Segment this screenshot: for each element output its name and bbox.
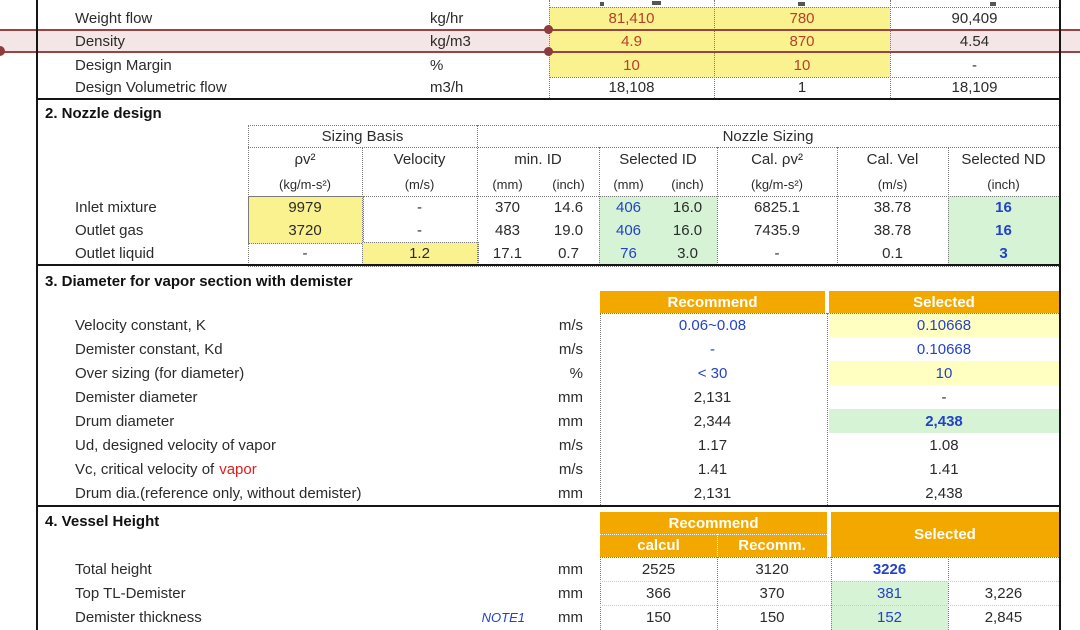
unit-label: kg/hr (430, 10, 464, 27)
row-label: Demister diameter (75, 388, 198, 406)
selected-value[interactable]: 381 (876, 584, 903, 602)
row-label: Design Margin (75, 56, 172, 74)
value-cell[interactable]: 16 (995, 199, 1012, 216)
note-reference: NOTE1 (481, 609, 525, 625)
unit-header: (mm) (613, 176, 644, 192)
value-cell[interactable]: 780 (789, 10, 815, 27)
recomm-value[interactable]: 150 (759, 608, 785, 626)
recommend-value[interactable]: 2,344 (693, 412, 732, 430)
unit-label: mm (558, 484, 583, 502)
recommend-value[interactable]: 2,131 (693, 484, 732, 502)
row-label: Outlet gas (75, 222, 144, 239)
row-label: Demister constant, Kd (75, 340, 223, 358)
value-cell[interactable]: 0.7 (558, 245, 579, 262)
value-cell[interactable]: 406 (615, 222, 642, 239)
unit-label: m/s (558, 460, 583, 478)
calcul-value[interactable]: 2525 (641, 560, 676, 578)
column-header: Recommend (667, 293, 758, 311)
recommend-value[interactable]: 0.06~0.08 (678, 316, 747, 334)
sheet-right-border (1059, 0, 1061, 630)
value-cell[interactable]: 38.78 (873, 222, 912, 239)
column-header: Cal. Vel (866, 151, 919, 168)
selected-value-2[interactable]: 3,226 (984, 584, 1023, 602)
value-cell[interactable]: 90,409 (951, 10, 998, 27)
unit-label: m/s (558, 316, 583, 334)
column-header: Selected ID (619, 151, 697, 168)
unit-header: (inch) (671, 176, 704, 192)
recommend-value[interactable]: - (710, 340, 715, 358)
selected-value[interactable]: 0.10668 (916, 340, 972, 358)
unit-header: (mm) (492, 176, 523, 192)
recomm-value[interactable]: 370 (759, 584, 785, 602)
value-cell[interactable]: 14.6 (553, 199, 584, 216)
recommend-value[interactable]: < 30 (697, 364, 728, 382)
unit-header: (kg/m-s²) (751, 176, 803, 192)
unit-label: % (569, 364, 583, 382)
value-cell[interactable]: 18,108 (608, 79, 655, 96)
selected-value[interactable]: - (941, 388, 947, 406)
unit-label: mm (558, 560, 583, 578)
calcul-value[interactable]: 150 (645, 608, 672, 626)
row-label: Outlet liquid (75, 245, 155, 262)
unit-label: kg/m3 (430, 32, 471, 50)
section-title: 2. Nozzle design (45, 104, 162, 122)
row-label: Velocity constant, K (75, 316, 206, 334)
row-label-text: Vc, critical velocity of (75, 460, 215, 478)
selected-value-2[interactable] (948, 557, 1059, 581)
unit-label: mm (558, 412, 583, 430)
recomm-value[interactable]: 3120 (755, 560, 789, 578)
unit-label: m3/h (430, 79, 464, 96)
selected-value[interactable]: 152 (876, 608, 903, 626)
selected-value[interactable]: 0.10668 (916, 316, 972, 334)
value-cell[interactable]: 16.0 (672, 199, 703, 216)
value-cell[interactable]: 7435.9 (754, 222, 800, 239)
row-label: Ud, designed velocity of vapor (75, 436, 276, 454)
value-cell[interactable]: 1 (797, 79, 807, 96)
column-header: Velocity (393, 151, 446, 168)
value-cell[interactable]: 16 (995, 222, 1012, 239)
row-label: Over sizing (for diameter) (75, 364, 245, 382)
section-title: 3. Diameter for vapor section with demister (45, 272, 353, 290)
selected-value[interactable]: 1.08 (929, 436, 959, 454)
value-cell[interactable]: 17.1 (492, 245, 523, 262)
value-cell[interactable]: 1.2 (409, 245, 430, 262)
value-cell[interactable]: 4.54 (959, 32, 990, 50)
value-cell[interactable]: 6825.1 (754, 199, 800, 216)
grid-line (827, 313, 828, 505)
column-header: Selected (914, 526, 976, 543)
row-highlight-top-line (0, 29, 1080, 31)
value-cell[interactable]: 18,109 (951, 79, 998, 96)
comment-dot[interactable] (0, 46, 5, 56)
section-divider-3 (36, 505, 1061, 507)
row-label: Density (75, 32, 126, 50)
value-cell[interactable]: 406 (615, 199, 642, 216)
row-label: Drum dia.(reference only, without demister) (75, 484, 362, 502)
row-label: Inlet mixture (75, 199, 157, 216)
column-header: min. ID (514, 151, 562, 168)
comment-dot[interactable] (544, 47, 553, 56)
value-cell[interactable]: 4.9 (621, 32, 642, 50)
row-label (75, 457, 495, 481)
column-group-header: Nozzle Sizing (722, 127, 814, 145)
row-label-highlighted-word: vapor (219, 460, 257, 478)
unit-label: m/s (558, 436, 583, 454)
row-label: Weight flow (75, 10, 153, 27)
unit-header: (inch) (987, 176, 1020, 192)
sheet-left-border (36, 0, 38, 630)
clipped-text-fragment (798, 2, 805, 6)
clipped-text-fragment (652, 1, 661, 5)
value-cell[interactable]: 3720 (288, 222, 322, 239)
value-cell[interactable]: - (417, 199, 422, 216)
selected-value[interactable]: 3226 (872, 560, 907, 578)
row-label: Drum diameter (75, 412, 175, 430)
value-cell[interactable]: - (972, 56, 977, 74)
recommend-value[interactable]: 1.41 (697, 460, 728, 478)
row-label: Design Volumetric flow (75, 79, 227, 96)
section-title: 4. Vessel Height (45, 512, 160, 530)
unit-header: (kg/m-s²) (279, 176, 331, 192)
unit-header: (m/s) (404, 176, 435, 192)
unit-label: mm (558, 388, 583, 406)
value-cell[interactable]: 870 (789, 32, 815, 50)
column-header: Recomm. (738, 537, 806, 554)
section-divider-1 (36, 98, 1061, 100)
column-header: Selected ND (961, 151, 1046, 168)
selected-value[interactable]: 2,438 (925, 412, 963, 430)
value-cell[interactable]: 370 (494, 199, 521, 216)
value-cell[interactable]: 19.0 (553, 222, 584, 239)
row-highlight-bottom-line (0, 51, 1080, 53)
column-header: Recommend (668, 514, 759, 532)
selected-value-2[interactable]: 2,845 (984, 608, 1023, 626)
value-cell[interactable]: - (774, 245, 780, 262)
section-divider-2 (36, 264, 1061, 266)
column-header: ρv² (294, 151, 316, 168)
value-cell[interactable]: 3 (999, 245, 1008, 262)
column-header: calcul (637, 537, 680, 554)
unit-label: mm (558, 608, 583, 626)
row-label: Total height (75, 560, 152, 578)
clipped-text-fragment (990, 2, 996, 6)
selected-value[interactable]: 10 (935, 364, 953, 382)
unit-label: m/s (558, 340, 583, 358)
unit-label: mm (558, 584, 583, 602)
value-cell[interactable]: 10 (793, 56, 811, 74)
unit-header: (m/s) (877, 176, 908, 192)
value-cell[interactable]: 10 (623, 56, 640, 74)
value-cell[interactable]: 0.1 (882, 245, 903, 262)
column-header: Selected (913, 293, 975, 311)
comment-dot[interactable] (544, 25, 553, 34)
value-cell[interactable]: - (302, 245, 308, 262)
column-group-header: Sizing Basis (321, 127, 404, 145)
value-cell[interactable]: 9979 (288, 199, 322, 216)
recommend-value[interactable]: 2,131 (693, 388, 732, 406)
clipped-text-fragment (600, 2, 604, 6)
calcul-value[interactable]: 366 (645, 584, 672, 602)
row-label: Top TL-Demister (75, 584, 186, 602)
value-cell[interactable]: 38.78 (873, 199, 912, 216)
value-cell[interactable]: 76 (620, 245, 637, 262)
column-header: Cal. ρv² (751, 151, 803, 168)
recommend-value[interactable]: 1.17 (697, 436, 728, 454)
value-cell[interactable]: 483 (494, 222, 521, 239)
value-cell[interactable]: - (417, 222, 422, 239)
unit-header: (inch) (552, 176, 585, 192)
row-label: Demister thickness (75, 608, 202, 626)
value-cell[interactable]: 81,410 (608, 10, 655, 27)
value-cell[interactable]: 3.0 (677, 245, 698, 262)
selected-value[interactable]: 1.41 (929, 460, 959, 478)
value-cell[interactable]: 16.0 (672, 222, 703, 239)
selected-value[interactable]: 2,438 (925, 484, 963, 502)
unit-label: % (430, 56, 444, 74)
